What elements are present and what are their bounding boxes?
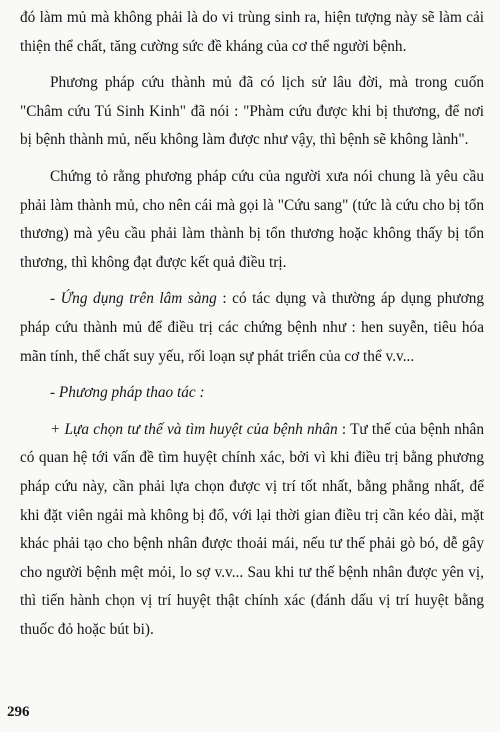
paragraph-history: Phương pháp cứu thành mủ đã có lịch sử lâu đời, mà trong cuốn "Châm cứu Tú Sinh Kinh" đã nói : "Phàm cứu được khi bị thương, để nơi bị bệnh thành mủ, nếu không làm được như vậy, thì bệnh sẽ không lành". [20, 74, 484, 149]
paragraph-continuation: đó làm mủ mà không phải là do vi trùng sinh ra, hiện tượng này sẽ làm cải thiện thể chất, tăng cường sức đề kháng của cơ thể người bệnh. [20, 9, 484, 55]
procedure-heading: - Phương pháp thao tác : [50, 384, 205, 402]
paragraph-patient-position [20, 416, 484, 645]
patient-position-text: : Tư thế của bệnh nhân có quan hệ tới vấn đề tìm huyệt chính xác, bởi vì khi điều trị bằng phương pháp cứu này, cần phải lựa chọn được vị trí tốt nhất, bằng phẳng nhất, để khi đặt viên ngải mà không bị đổ, với lại thời gian điều trị cần kéo dài, mặt khác phải tạo cho bệnh nhân được thoải mái, nếu tư thế phải gò bó, dễ gây cho người bệnh mệt mỏi, lo sợ v.v... Sau khi tư thế bệnh nhân được yên vị, thì tiến hành chọn vị trí huyệt thật chính xác (đánh dấu vị trí huyệt bằng thuốc đỏ hoặc bút bi). [20, 420, 484, 638]
page-body [20, 4, 484, 644]
clinical-application-text: : có tác dụng và thường áp dụng phương pháp cứu thành mủ để điều trị các chứng bệnh như : hen suyễn, tiêu hóa mãn tính, thể chất suy yếu, rối loạn sự phát triển của cơ thể v.v... [20, 290, 484, 365]
paragraph-clinical-application [20, 285, 484, 371]
patient-position-heading: + Lựa chọn tư thế và tìm huyệt của bệnh nhân [50, 420, 338, 438]
page-number: 296 [7, 704, 30, 720]
paragraph-procedure-heading [20, 379, 484, 408]
paragraph-ancient-practice: Chứng tỏ rằng phương pháp cứu của người xưa nói chung là yêu cầu phải làm thành mủ, cho nên cái mà gọi là "Cứu sang" (tức là cứu cho bị tổn thương) mà yêu cầu phải làm thành bị tổn thương hoặc không thấy bị tổn thương, thì không đạt được kết quả điều trị. [20, 167, 484, 271]
clinical-application-heading: - Ứng dụng trên lâm sàng [50, 290, 217, 308]
